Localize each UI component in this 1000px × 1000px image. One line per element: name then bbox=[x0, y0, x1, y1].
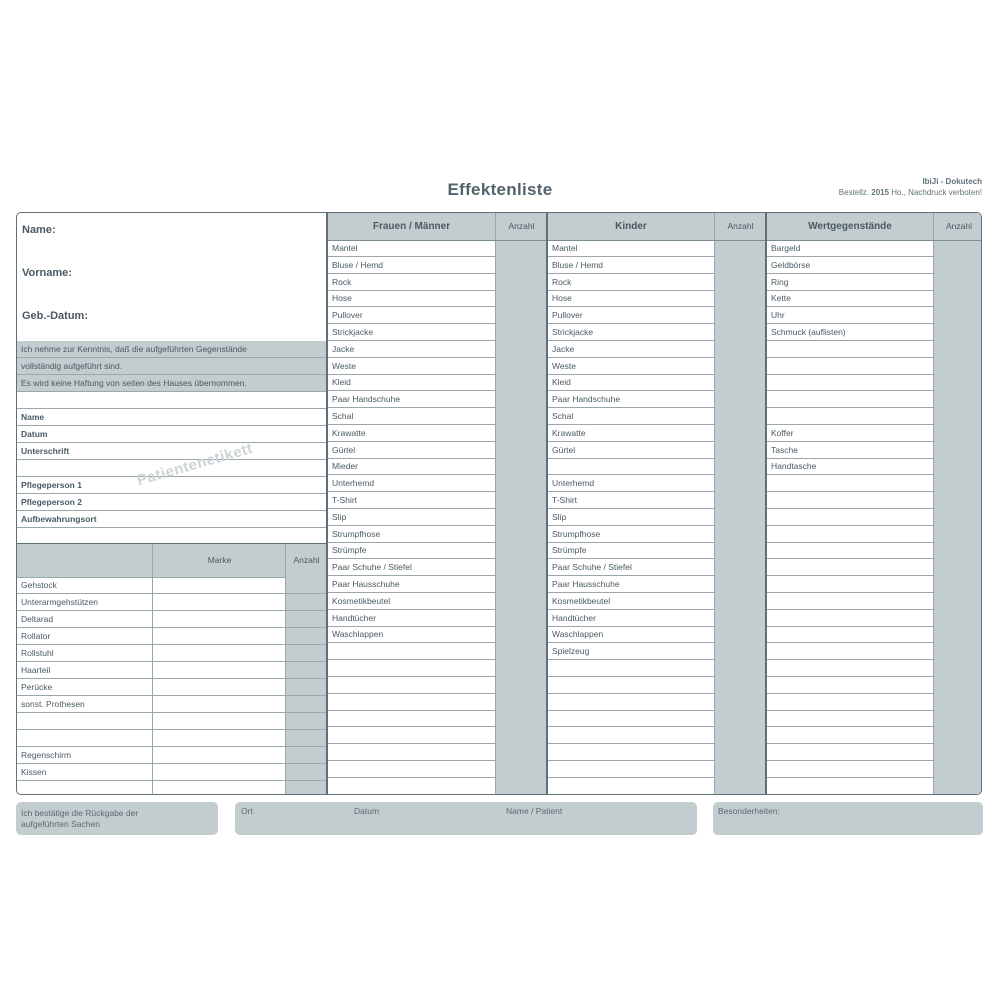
remarks-box[interactable] bbox=[713, 802, 983, 835]
item-row[interactable]: Unterhemd bbox=[548, 475, 714, 492]
item-row[interactable] bbox=[548, 660, 714, 677]
item-row[interactable] bbox=[328, 677, 495, 694]
item-row[interactable]: Weste bbox=[328, 358, 495, 375]
item-row[interactable] bbox=[767, 761, 933, 778]
item-row[interactable] bbox=[767, 778, 933, 795]
aid-row[interactable] bbox=[17, 781, 326, 795]
besonderheiten-label: Besonderheiten: bbox=[718, 806, 780, 816]
item-row[interactable]: Jacke bbox=[548, 341, 714, 358]
geb-datum-label: Geb.-Datum: bbox=[22, 310, 88, 322]
signature-field[interactable]: Pflegeperson 1 bbox=[17, 477, 326, 494]
item-row[interactable] bbox=[767, 593, 933, 610]
item-row[interactable] bbox=[767, 643, 933, 660]
item-row[interactable] bbox=[767, 626, 933, 643]
anzahl-header: Anzahl bbox=[933, 213, 982, 240]
item-row[interactable]: Kette bbox=[767, 290, 933, 307]
aid-row[interactable]: Deltarad bbox=[17, 611, 326, 628]
anzahl-column bbox=[714, 213, 766, 794]
item-row[interactable] bbox=[767, 559, 933, 576]
column-kinder bbox=[548, 213, 765, 794]
item-row[interactable]: Schal bbox=[548, 408, 714, 425]
item-row[interactable]: Rock bbox=[328, 274, 495, 291]
item-row[interactable] bbox=[328, 727, 495, 744]
item-row[interactable] bbox=[767, 694, 933, 711]
aid-row[interactable]: Regenschirm bbox=[17, 747, 326, 764]
signature-box[interactable] bbox=[235, 802, 697, 835]
item-row[interactable] bbox=[767, 526, 933, 543]
aid-row[interactable]: Perücke bbox=[17, 679, 326, 696]
item-row[interactable]: Kleid bbox=[328, 374, 495, 391]
aid-row[interactable]: Gehstock bbox=[17, 577, 326, 594]
item-row[interactable]: Pullover bbox=[328, 307, 495, 324]
aids-table bbox=[17, 543, 326, 795]
item-row[interactable] bbox=[548, 458, 714, 475]
marke-header: Marke bbox=[152, 544, 286, 577]
column-header bbox=[548, 213, 765, 241]
return-confirmation-box bbox=[16, 802, 218, 835]
item-row[interactable]: Paar Hausschuhe bbox=[548, 576, 714, 593]
item-row[interactable] bbox=[328, 643, 495, 660]
item-row[interactable] bbox=[328, 761, 495, 778]
item-row[interactable] bbox=[767, 492, 933, 509]
item-row[interactable]: Pullover bbox=[548, 307, 714, 324]
item-row[interactable]: Bluse / Hemd bbox=[328, 257, 495, 274]
ort-label: Ort bbox=[241, 806, 253, 816]
item-row[interactable] bbox=[767, 576, 933, 593]
name-patient-label: Name / Patient bbox=[506, 806, 563, 816]
item-row[interactable]: Gürtel bbox=[548, 442, 714, 459]
column-header bbox=[767, 213, 982, 241]
form-table bbox=[16, 212, 982, 795]
left-column bbox=[17, 213, 326, 794]
item-row[interactable]: Strumpfhose bbox=[328, 526, 495, 543]
column-header bbox=[328, 213, 546, 241]
column-wertgegenstaende bbox=[767, 213, 982, 794]
item-row[interactable]: Schmuck (auflisten) bbox=[767, 324, 933, 341]
item-row[interactable]: Bargeld bbox=[767, 240, 933, 257]
item-row[interactable] bbox=[767, 391, 933, 408]
statement-line: Ich nehme zur Kenntnis, daß die aufgeführten Gegenstände bbox=[17, 341, 326, 358]
aids-header bbox=[17, 544, 326, 578]
item-row[interactable]: Handtücher bbox=[548, 610, 714, 627]
column-title: Frauen / Männer bbox=[372, 221, 451, 232]
anzahl-column bbox=[495, 213, 547, 794]
confirm-text: Ich bestätige die Rückgabe der aufgeführten Sachen bbox=[21, 808, 139, 829]
item-row[interactable]: Hose bbox=[328, 290, 495, 307]
item-row[interactable] bbox=[767, 610, 933, 627]
item-row[interactable]: Slip bbox=[548, 509, 714, 526]
item-row[interactable]: Waschlappen bbox=[328, 626, 495, 643]
publisher-info bbox=[839, 176, 982, 198]
aid-row[interactable]: Kissen bbox=[17, 764, 326, 781]
item-row[interactable] bbox=[767, 358, 933, 375]
item-row[interactable]: Unterhemd bbox=[328, 475, 495, 492]
aids-anzahl-header: Anzahl bbox=[285, 544, 327, 577]
item-row[interactable]: Mieder bbox=[328, 458, 495, 475]
item-row[interactable]: Strümpfe bbox=[548, 542, 714, 559]
aid-row[interactable]: Rollstuhl bbox=[17, 645, 326, 662]
item-row[interactable] bbox=[767, 341, 933, 358]
aid-row[interactable]: sonst. Prothesen bbox=[17, 696, 326, 713]
item-row[interactable]: Slip bbox=[328, 509, 495, 526]
item-row[interactable] bbox=[548, 744, 714, 761]
item-row[interactable]: Kosmetikbeutel bbox=[328, 593, 495, 610]
blank-row[interactable] bbox=[17, 392, 326, 409]
item-row[interactable]: Jacke bbox=[328, 341, 495, 358]
item-row[interactable]: Spielzeug bbox=[548, 643, 714, 660]
item-row[interactable]: Weste bbox=[548, 358, 714, 375]
item-row[interactable] bbox=[767, 677, 933, 694]
item-row[interactable]: Paar Schuhe / Stiefel bbox=[548, 559, 714, 576]
item-row[interactable] bbox=[328, 660, 495, 677]
item-row[interactable] bbox=[548, 677, 714, 694]
item-row[interactable]: T-Shirt bbox=[548, 492, 714, 509]
item-row[interactable]: Strümpfe bbox=[328, 542, 495, 559]
item-row[interactable]: Bluse / Hemd bbox=[548, 257, 714, 274]
item-row[interactable] bbox=[767, 475, 933, 492]
item-row[interactable]: Paar Handschuhe bbox=[328, 391, 495, 408]
item-row[interactable]: Rock bbox=[548, 274, 714, 291]
column-frauen-maenner bbox=[328, 213, 546, 794]
anzahl-column bbox=[933, 213, 982, 794]
item-row[interactable] bbox=[328, 778, 495, 795]
aid-row[interactable]: Unterarmgehstützen bbox=[17, 594, 326, 611]
item-row[interactable] bbox=[767, 374, 933, 391]
statement-line: Es wird keine Haftung von seiten des Hauses übernommen. bbox=[17, 375, 326, 392]
aid-row[interactable] bbox=[17, 730, 326, 747]
item-row[interactable]: Paar Hausschuhe bbox=[328, 576, 495, 593]
item-row[interactable]: Handtücher bbox=[328, 610, 495, 627]
signature-field[interactable]: Pflegeperson 2 bbox=[17, 494, 326, 511]
vorname-label: Vorname: bbox=[22, 267, 72, 279]
name-label: Name: bbox=[22, 224, 56, 236]
patient-label-area bbox=[17, 213, 326, 342]
item-row[interactable] bbox=[767, 509, 933, 526]
item-row[interactable] bbox=[767, 542, 933, 559]
aid-row[interactable]: Haarteil bbox=[17, 662, 326, 679]
item-row[interactable] bbox=[767, 744, 933, 761]
item-row[interactable] bbox=[328, 744, 495, 761]
item-row[interactable] bbox=[548, 778, 714, 795]
item-row[interactable] bbox=[548, 710, 714, 727]
item-row[interactable]: Krawatte bbox=[328, 425, 495, 442]
item-row[interactable]: Uhr bbox=[767, 307, 933, 324]
item-row[interactable]: Ring bbox=[767, 274, 933, 291]
order-info: Bestellz. 2015 Ho., Nachdruck verboten! bbox=[838, 188, 982, 197]
signature-field[interactable]: Name bbox=[17, 409, 326, 426]
signature-field[interactable]: Unterschrift bbox=[17, 443, 326, 460]
item-row[interactable] bbox=[767, 408, 933, 425]
brand-name: IbiJi - Dokutech bbox=[922, 177, 982, 186]
column-title: Wertgegenstände bbox=[808, 221, 892, 232]
item-row[interactable]: Koffer bbox=[767, 425, 933, 442]
datum-label: Datum bbox=[354, 806, 380, 816]
item-row[interactable] bbox=[548, 761, 714, 778]
item-row[interactable]: Handtasche bbox=[767, 458, 933, 475]
page-title: Effektenliste bbox=[447, 180, 553, 199]
aid-row[interactable]: Rollator bbox=[17, 628, 326, 645]
item-row[interactable]: Paar Schuhe / Stiefel bbox=[328, 559, 495, 576]
item-row[interactable] bbox=[328, 710, 495, 727]
item-row[interactable]: Waschlappen bbox=[548, 626, 714, 643]
item-row[interactable]: Mantel bbox=[328, 240, 495, 257]
item-row[interactable] bbox=[767, 727, 933, 744]
item-row[interactable]: Hose bbox=[548, 290, 714, 307]
column-title: Kinder bbox=[615, 221, 647, 232]
anzahl-header: Anzahl bbox=[495, 213, 547, 240]
anzahl-header: Anzahl bbox=[714, 213, 766, 240]
item-row[interactable] bbox=[548, 694, 714, 711]
item-row[interactable]: Strickjacke bbox=[548, 324, 714, 341]
item-row[interactable] bbox=[328, 694, 495, 711]
item-row[interactable] bbox=[548, 727, 714, 744]
item-row[interactable]: Strickjacke bbox=[328, 324, 495, 341]
item-row[interactable]: Schal bbox=[328, 408, 495, 425]
item-row[interactable]: Kleid bbox=[548, 374, 714, 391]
patient-label-stamp: Patientenetikett bbox=[135, 440, 255, 490]
item-row[interactable]: Mantel bbox=[548, 240, 714, 257]
statement-line: vollständig aufgeführt sind. bbox=[17, 358, 326, 375]
item-row[interactable]: Kosmetikbeutel bbox=[548, 593, 714, 610]
signature-field[interactable]: Datum bbox=[17, 426, 326, 443]
item-row[interactable]: Geldbörse bbox=[767, 257, 933, 274]
item-row[interactable] bbox=[767, 660, 933, 677]
item-row[interactable]: T-Shirt bbox=[328, 492, 495, 509]
item-row[interactable]: Gürtel bbox=[328, 442, 495, 459]
item-row[interactable]: Tasche bbox=[767, 442, 933, 459]
item-row[interactable] bbox=[767, 710, 933, 727]
aid-row[interactable] bbox=[17, 713, 326, 730]
signature-field[interactable]: Aufbewahrungsort bbox=[17, 511, 326, 528]
item-row[interactable]: Krawatte bbox=[548, 425, 714, 442]
item-row[interactable]: Strumpfhose bbox=[548, 526, 714, 543]
item-row[interactable]: Paar Handschuhe bbox=[548, 391, 714, 408]
